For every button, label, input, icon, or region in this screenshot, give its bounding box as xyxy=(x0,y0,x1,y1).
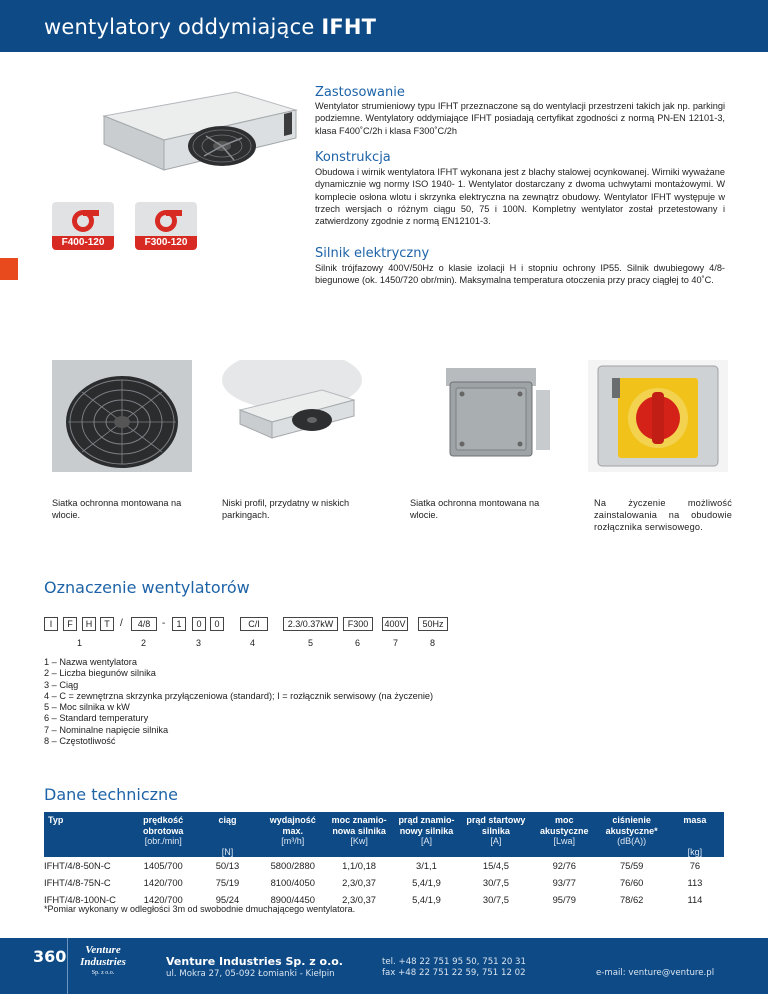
badge-f300: F300-120 xyxy=(135,202,197,250)
footer-divider xyxy=(67,938,68,994)
code-letter: H xyxy=(82,617,96,631)
code-letter: I xyxy=(44,617,58,631)
col-rated-current: prąd znamio-nowy silnika [A] xyxy=(392,812,460,857)
measurement-note: *Pomiar wykonany w odległości 3m od swobodnie dmuchającego wentylatora. xyxy=(44,904,356,914)
fan-product-image xyxy=(96,86,298,194)
service-switch-photo-icon xyxy=(588,360,728,472)
heading-designation: Oznaczenie wentylatorów xyxy=(44,578,250,597)
code-dash: - xyxy=(162,618,166,629)
code-power: 2.3/0.37kW xyxy=(283,617,338,631)
code-letter: F xyxy=(63,617,77,631)
code-box: C/I xyxy=(240,617,268,631)
col-sound-power: moc akustyczne [Lwa] xyxy=(531,812,597,857)
heading-silnik: Silnik elektryczny xyxy=(315,246,430,261)
table-row: IFHT/4/8-100N-C 1420/700 95/24 8900/4450 2,3/0,37 5,4/1,9 30/7,5 95/79 78/62 114 xyxy=(44,894,703,905)
heading-zastosowanie: Zastosowanie xyxy=(315,85,405,100)
legend-item: 5 – Moc silnika w kW xyxy=(44,702,130,713)
code-digit: 0 xyxy=(210,617,224,631)
code-index: 2 xyxy=(141,638,147,648)
col-rated-power: moc znamio-nowa silnika [Kw] xyxy=(326,812,392,857)
photo-fan-grille xyxy=(52,360,192,472)
caption-low-profile: Niski profil, przydatny w niskich parkingach. xyxy=(222,498,350,520)
tech-data-table xyxy=(44,812,724,908)
fan-symbol-icon xyxy=(52,202,114,236)
code-index: 6 xyxy=(355,638,361,648)
code-frequency: 50Hz xyxy=(418,617,448,631)
col-mass: masa [kg] xyxy=(666,812,724,857)
code-slash: / xyxy=(120,618,123,629)
fan-grille-photo-icon xyxy=(52,360,192,472)
photo-service-switch xyxy=(588,360,728,472)
badge-f400: F400-120 xyxy=(52,202,114,250)
col-airflow: wydajność max. [m³/h] xyxy=(260,812,326,857)
col-sound-pressure: ciśnienie akustyczne* (dB(A)) xyxy=(597,812,665,857)
page-footer xyxy=(0,938,768,994)
col-thrust: ciąg [N] xyxy=(195,812,259,857)
table-header-row xyxy=(44,812,724,857)
legend-item: 8 – Częstotliwość xyxy=(44,736,116,747)
designation-legend xyxy=(44,657,433,747)
table-row: IFHT/4/8-50N-C 1405/700 50/13 5800/2880 1,1/0,18 3/1,1 15/4,5 92/76 75/59 76 xyxy=(44,860,701,871)
legend-item: 2 – Liczba biegunów silnika xyxy=(44,668,156,679)
heading-tech-data: Dane techniczne xyxy=(44,785,179,804)
legend-item: 7 – Nominalne napięcie silnika xyxy=(44,724,169,735)
caption-fan-grille: Siatka ochronna montowana na wlocie. xyxy=(52,498,182,520)
code-index: 4 xyxy=(250,638,256,648)
code-voltage: 400V xyxy=(382,617,408,631)
code-index: 8 xyxy=(430,638,436,648)
heading-konstrukcja: Konstrukcja xyxy=(315,150,391,165)
col-speed: prędkość obrotowa [obr./min] xyxy=(131,812,195,857)
col-start-current: prąd startowy silnika [A] xyxy=(461,812,531,857)
section-tab-marker xyxy=(0,258,18,280)
col-type: Typ xyxy=(44,812,131,857)
low-profile-fan-photo-icon xyxy=(222,360,362,472)
photo-junction-box xyxy=(410,360,550,472)
code-index: 5 xyxy=(308,638,314,648)
code-poles: 4/8 xyxy=(131,617,157,631)
code-index: 7 xyxy=(393,638,399,648)
company-address: ul. Mokra 27, 05-092 Łomianki - Kiełpin xyxy=(166,969,335,979)
text-zastosowanie: Wentylator strumieniowy typu IFHT przeznaczone są do wentylacji przestrzeni takich jak np. parkingi podziemne. Wentylatory oddymiające IFHT posiadają certyfikat zgodności z normą PN-EN 12101-3, klasa F400˚C/2h i klasa F300˚C/2h xyxy=(315,101,725,136)
text-konstrukcja: Obudowa i wirnik wentylatora IFHT wykonana jest z blachy stalowej ocynkowanej. Wirniki wyważane dynamicznie wg normy ISO 1940- 1. Wentylator dostarczany z dwoma uchwytami montażowymi. W komplecie osłona wlotu i skrzynka elektryczna na zewnątrz obudowy. Wentylator IFHT występuje w trzech wersjach o różnym ciągu 50, 75 i 100N. Kompletny wentylator został przetestowany i zatwierdzony zgodnie z normą EN12101-3. xyxy=(315,167,725,227)
legend-item: 6 – Standard temperatury xyxy=(44,713,149,724)
junction-box-photo-icon xyxy=(410,360,550,472)
legend-item: 4 – C = zewnętrzna skrzynka przyłączeniowa (standard); I = rozłącznik serwisowy (na życzenie) xyxy=(44,690,434,701)
code-digit: 0 xyxy=(192,617,206,631)
page-header xyxy=(0,0,768,52)
table-row: IFHT/4/8-75N-C 1420/700 75/19 8100/4050 2,3/0,37 5,4/1,9 30/7,5 93/77 76/60 113 xyxy=(44,877,703,888)
page-number: 360 xyxy=(33,947,67,966)
legend-item: 3 – Ciąg xyxy=(44,679,79,690)
code-letter: T xyxy=(100,617,114,631)
page-title: wentylatory oddymiające IFHT xyxy=(44,15,377,39)
contact-phones: tel. +48 22 751 95 50, 751 20 31 fax +48 22 751 22 59, 751 12 02 xyxy=(382,957,526,978)
code-digit: 1 xyxy=(172,617,186,631)
code-index: 3 xyxy=(196,638,202,648)
company-name: Venture Industries Sp. z o.o. xyxy=(166,955,343,968)
fan-symbol-icon xyxy=(135,202,197,236)
code-index: 1 xyxy=(77,638,83,648)
venture-logo: Venture Industries Sp. z o.o. xyxy=(80,944,126,976)
code-fclass: F300 xyxy=(343,617,373,631)
photo-low-profile xyxy=(222,360,362,472)
text-silnik: Silnik trójfazowy 400V/50Hz o klasie izolacji H i stopniu ochrony IP55. Silnik dwubiegowy 4/8-biegunowe (ok. 1450/720 obr/min). Maksymalna temperatura otoczenia przy pracy ciągłej to 40˚C. xyxy=(315,263,725,286)
legend-item: 1 – Nazwa wentylatora xyxy=(44,657,137,667)
caption-junction-box: Siatka ochronna montowana na wlocie. xyxy=(410,498,540,520)
contact-email[interactable]: e-mail: venture@venture.pl xyxy=(596,968,715,978)
caption-service-switch: Na życzenie możliwość zainstalowania na obudowie rozłącznika serwisowego. xyxy=(594,498,732,532)
